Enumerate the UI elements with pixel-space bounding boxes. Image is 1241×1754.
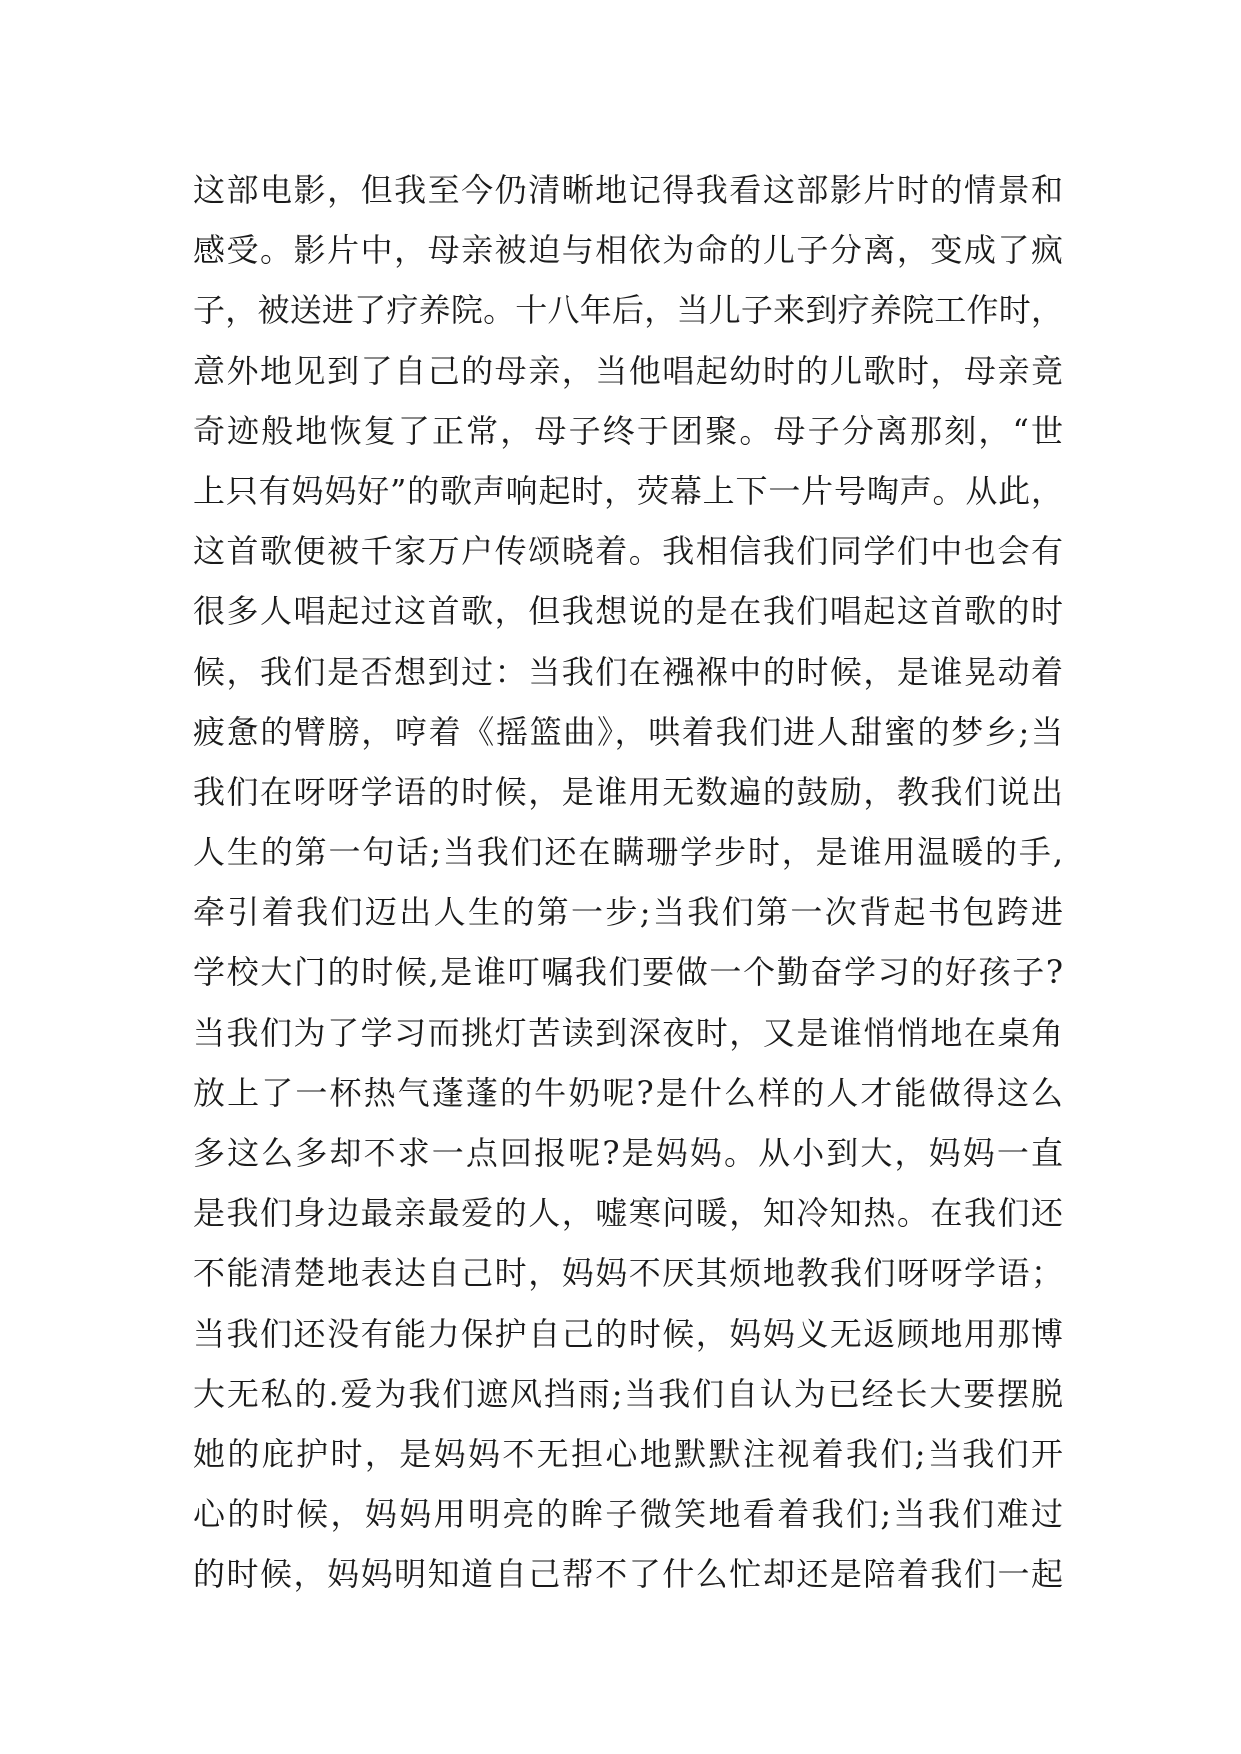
text-line: 感受。影片中，母亲被迫与相依为命的儿子分离，变成了疯 (193, 231, 1063, 270)
text-line: 当我们为了学习而挑灯苦读到深夜时，又是谁悄悄地在桌角 (193, 1013, 1063, 1052)
text-line: 很多人唱起过这首歌，但我想说的是在我们唱起这首歌的时 (193, 592, 1063, 631)
text-line: 意外地见到了自己的母亲，当他唱起幼时的儿歌时，母亲竟 (193, 351, 1063, 390)
text-line: 不能清楚地表达自己时，妈妈不厌其烦地教我们呀呀学语； (193, 1254, 1063, 1293)
text-line: 奇迹般地恢复了正常，母子终于团聚。母子分离那刻，“世 (193, 411, 1063, 450)
text-line: 牵引着我们迈出人生的第一步;当我们第一次背起书包跨进 (193, 893, 1063, 932)
text-line: 是我们身边最亲最爱的人，嘘寒问暖，知冷知热。在我们还 (193, 1194, 1063, 1233)
text-line: 的时候，妈妈明知道自己帮不了什么忙却还是陪着我们一起 (193, 1555, 1063, 1594)
text-line: 候，我们是否想到过：当我们在襁褓中的时候，是谁晃动着 (193, 652, 1063, 691)
text-line: 当我们还没有能力保护自己的时候，妈妈义无返顾地用那博 (193, 1314, 1063, 1353)
text-line: 学校大门的时候,是谁叮嘱我们要做一个勤奋学习的好孩子? (193, 953, 1063, 992)
text-line: 心的时候，妈妈用明亮的眸子微笑地看着我们;当我们难过 (193, 1495, 1063, 1534)
body-text (193, 160, 1063, 1605)
text-line: 子，被送进了疗养院。十八年后，当儿子来到疗养院工作时， (193, 291, 1063, 330)
text-line: 人生的第一句话;当我们还在瞒珊学步时，是谁用温暖的手, (193, 833, 1063, 872)
text-line: 这首歌便被千家万户传颂晓着。我相信我们同学们中也会有 (193, 532, 1063, 571)
text-line: 这部电影，但我至今仍清晰地记得我看这部影片时的情景和 (193, 171, 1063, 209)
text-line: 疲惫的臂膀，哼着《摇篮曲》，哄着我们进人甜蜜的梦乡;当 (193, 712, 1063, 751)
text-line: 大无私的.爱为我们遮风挡雨;当我们自认为已经长大要摆脱 (193, 1374, 1063, 1413)
text-line: 上只有妈妈好”的歌声响起时，荧幕上下一片号啕声。从此， (193, 471, 1063, 510)
text-line: 多这么多却不求一点回报呢?是妈妈。从小到大，妈妈一直 (193, 1134, 1063, 1172)
text-line: 她的庇护时，是妈妈不无担心地默默注视着我们;当我们开 (193, 1434, 1063, 1473)
text-line: 放上了一杯热气蓬蓬的牛奶呢?是什么样的人才能做得这么 (193, 1073, 1063, 1112)
text-line: 我们在呀呀学语的时候，是谁用无数遍的鼓励，教我们说出 (193, 772, 1063, 811)
